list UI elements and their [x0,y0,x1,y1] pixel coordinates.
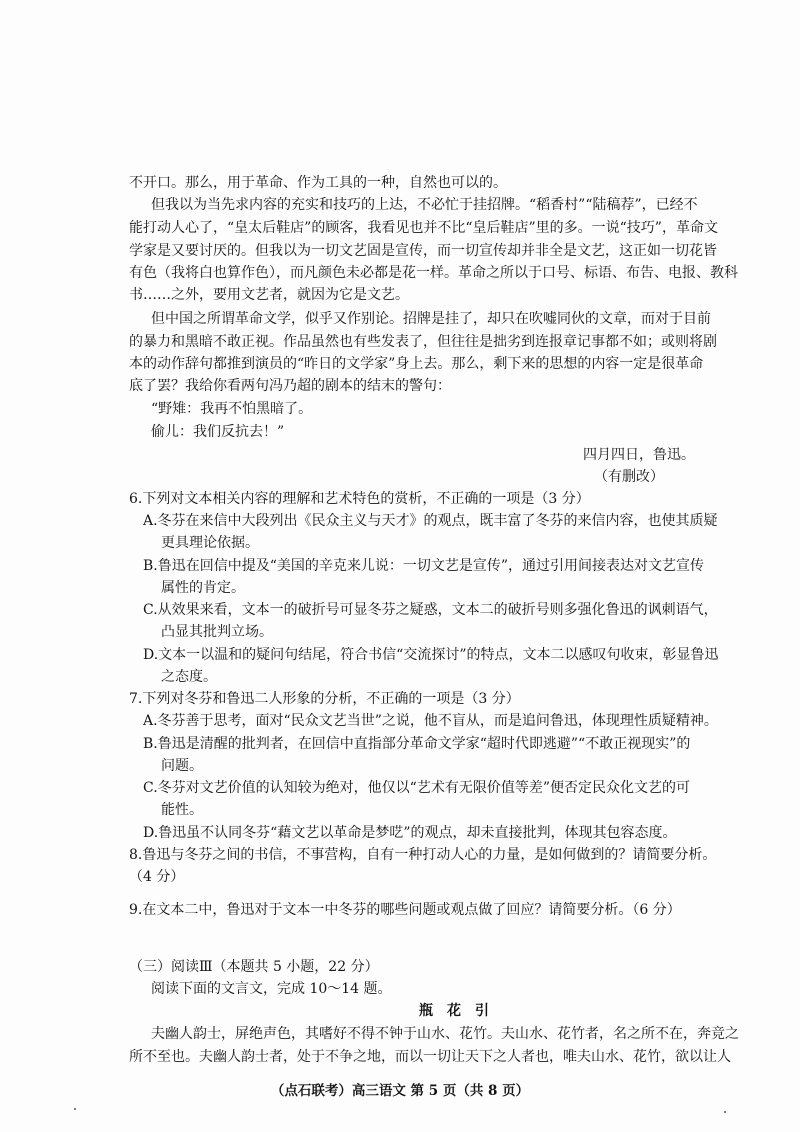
section-heading: （三）阅读Ⅲ（本题共 5 小题，22 分） [129,959,379,975]
classical-line: 所不至也。夫幽人韵士者，处于不争之地，而以一切让天下之人者也，唯夫山水、花竹，欲以让人 [129,1049,731,1065]
option-7c: C.冬芬对文艺价值的认知较为绝对，他仅以“艺术有无限价值等差”便否定民众化文艺的可 [143,780,690,796]
option-6a-cont: 更具理论依据。 [161,535,259,551]
option-6d: D.文本一以温和的疑问句结尾，符合书信“交流探讨”的特点，文本二以感叹句收束，彰显鲁迅 [143,647,719,663]
passage-line: 但中国之所谓革命文学，似乎又作别论。招牌是挂了，却只在吹嘘同伙的文章，而对于目前 [151,311,711,327]
scan-speck [74,1108,76,1110]
passage-line: 书……之外，要用文艺者，就因为它是文艺。 [129,287,409,303]
option-7d: D.鲁迅虽不认同冬芬“藉文艺以革命是梦呓”的观点，却未直接批判，体现其包容态度。 [143,825,677,841]
classical-title: 瓶 花 引 [419,1003,489,1019]
passage-line: 但我以为当先求内容的充实和技巧的上达，不必忙于挂招牌。“稻香村”“陆稿荐”，已经不 [151,197,698,213]
option-7b-cont: 问题。 [161,758,203,774]
passage-line: 的暴力和黑暗不敢正视。作品虽然也有些发表了，但往往是拙劣到连报章记事都不如；或则将剧 [129,334,717,350]
question-8-score: （4 分） [129,869,185,885]
scan-speck [724,1111,726,1113]
classical-line: 夫幽人韵士，屏绝声色，其嗜好不得不钟于山水、花竹。夫山水、花竹者，名之所不在，奔竞之 [151,1026,739,1042]
passage-line: 学家是又要讨厌的。但我以为一切文艺固是宣传，而一切宣传却并非全是文艺，这正如一切花皆 [129,243,717,259]
quote-line: 偷儿：我们反抗去！” [151,424,285,440]
question-8: 8.鲁迅与冬芬之间的书信，不事营构，自有一种打动人心的力量，是如何做到的？请简要分析。 [129,847,717,863]
question-6: 6.下列对文本相关内容的理解和艺术特色的赏析，不正确的一项是（3 分） [129,491,590,507]
option-6b: B.鲁迅在回信中提及“美国的辛克来儿说：一切文艺是宣传”，通过引用间接表达对文艺宣传 [143,558,705,574]
option-6d-cont: 之态度。 [161,669,217,685]
signature: 四月四日，鲁迅。 [583,447,695,463]
section-instruction: 阅读下面的文言文，完成 10～14 题。 [151,981,392,997]
question-9: 9.在文本二中，鲁迅对于文本一中冬芬的哪些问题或观点做了回应？请简要分析。（6 分） [129,902,681,918]
passage-line: 有色（我将白也算作色），而凡颜色未必都是花一样。革命之所以于口号、标语、布告、电报、教科 [129,265,738,281]
option-6a: A.冬芬在来信中大段列出《民众主义与天才》的观点，既丰富了冬芬的来信内容，也使其质疑 [143,513,718,529]
passage-line: 不开口。那么，用于革命、作为工具的一种，自然也可以的。 [129,175,507,191]
question-7: 7.下列对冬芬和鲁迅二人形象的分析，不正确的一项是（3 分） [129,691,520,707]
option-7a: A.冬芬善于思考，面对“民众文艺当世”之说，他不盲从，而是追问鲁迅，体现理性质疑精神。 [143,713,718,729]
passage-line: 本的动作辞句都推到演员的“昨日的文学家”身上去。那么，剩下来的思想的内容一定是很革命 [129,356,704,372]
option-7b: B.鲁迅是清醒的批判者，在回信中直指部分革命文学家“超时代即逃避”“不敢正视现实”的 [143,736,691,752]
option-6c: C.从效果来看，文本一的破折号可显冬芬之疑惑，文本二的破折号则多强化鲁迅的讽刺语气， [143,602,718,618]
option-7c-cont: 能性。 [161,802,203,818]
passage-line: 能打动人心了，“皇太后鞋店”的顾客，我看见也并不比“皇后鞋店”里的多。一说“技巧”，革命文 [129,220,718,236]
option-6c-cont: 凸显其批判立场。 [161,624,273,640]
page-footer: （点石联考）高三语文 第 5 页（共 8 页） [270,1083,530,1099]
passage-line: 底了罢？我给你看两句冯乃超的剧本的结末的警句： [129,378,451,394]
source-note: （有删改） [594,469,664,485]
quote-line: “野雉：我再不怕黑暗了。 [151,401,313,417]
option-6b-cont: 属性的肯定。 [161,580,245,596]
